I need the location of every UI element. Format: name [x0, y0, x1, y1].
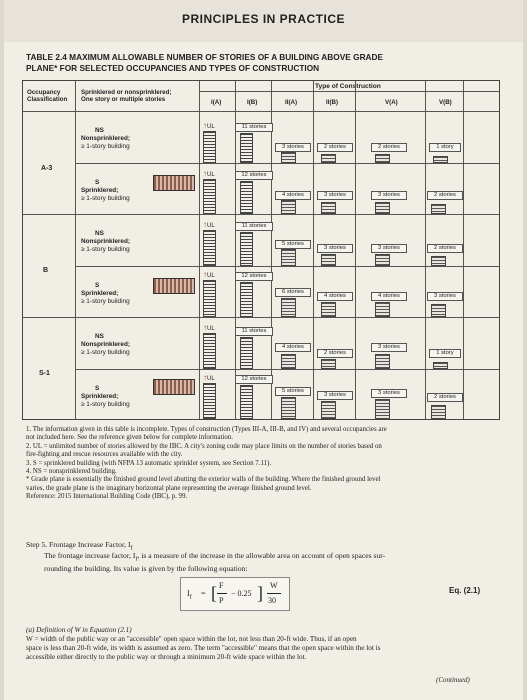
building-icon — [240, 181, 253, 214]
header-band — [4, 0, 523, 42]
sprinkler-header-line-2: One story or multiple stories — [81, 96, 166, 103]
building-icon — [431, 256, 446, 266]
step-title-text: Step 5. Frontage Increase Factor, I — [26, 540, 131, 549]
story-label-ib: 12 stories — [235, 272, 273, 281]
row-code-text: S — [95, 282, 100, 289]
row-line-2: ≥ 1-story building — [81, 143, 130, 150]
row-line-1: Sprinklered; — [81, 187, 119, 194]
story-label-iia: 6 stories — [275, 288, 311, 297]
story-label-iib: 3 stories — [317, 244, 353, 253]
step-title-sub: f — [130, 544, 133, 552]
row-description — [81, 341, 130, 357]
building-icon — [375, 154, 390, 163]
row-line-1: Nonsprinklered; — [81, 135, 131, 142]
up-arrow-icon: ↑ — [203, 323, 207, 332]
story-label-iib: 2 stories — [317, 349, 353, 358]
type-of-construction-header: Type of Construction — [315, 83, 381, 90]
ul-text: UL — [207, 273, 215, 279]
building-icon — [321, 359, 336, 369]
story-label-iia: 5 stories — [275, 240, 311, 249]
step-text-1: The frontage increase factor, I — [44, 551, 136, 560]
story-label-ib: 12 stories — [235, 171, 273, 180]
fraction-w-numerator: W — [270, 581, 278, 590]
building-icon — [431, 405, 446, 419]
definition-line: space is less than 20-ft wide, its width is assumed as zero. The term "accessible" means that the open space within the lot is — [26, 644, 381, 652]
story-label-iia: 5 stories — [275, 387, 311, 396]
story-label-vb: 2 stories — [427, 393, 463, 402]
row-description — [81, 187, 130, 203]
type-header-iib: II(B) — [326, 99, 339, 106]
equation-lhs — [187, 589, 192, 601]
building-icon — [240, 282, 253, 317]
ul-text: UL — [207, 124, 215, 130]
building-icon — [203, 131, 216, 163]
definition-line: accessible either directly to the public way or through a minimum 20-ft wide space within the lot. — [26, 653, 307, 661]
building-icon — [240, 133, 253, 163]
definition-line: W = width of the public way or an "accessible" open space within the lot, not less than 20-ft wide. Thus, if an open — [26, 635, 357, 643]
sprinkler-header — [81, 89, 171, 103]
row-description — [81, 393, 130, 409]
building-icon — [240, 337, 253, 369]
type-header-vb: V(B) — [439, 99, 452, 106]
note-line: varies, the grade plane is the imaginary horizontal plane representing the average finished ground level. — [26, 484, 312, 492]
building-icon — [281, 249, 296, 266]
occupancy-s1: S-1 — [39, 370, 50, 377]
row-line-2: ≥ 1-story building — [81, 246, 130, 253]
ul-label — [203, 373, 215, 382]
occupancy-b: B — [43, 267, 49, 274]
row-code-text: NS — [95, 333, 104, 340]
row-description — [81, 290, 130, 306]
story-label-vb: 2 stories — [427, 191, 463, 200]
building-icon — [433, 362, 448, 369]
equation-lhs-text: I — [187, 589, 190, 598]
building-icon — [281, 354, 296, 369]
row-code-text: NS — [95, 230, 104, 237]
building-icon — [431, 304, 446, 317]
story-label-va: 3 stories — [371, 191, 407, 200]
ul-text: UL — [207, 172, 215, 178]
table-notes — [26, 426, 501, 502]
stories-table — [22, 80, 500, 420]
note-line: 2. UL = unlimited number of stories allowed by the IBC. A city's zoning code may place limits on the number of stories based on — [26, 442, 382, 450]
row-line-1: Nonsprinklered; — [81, 341, 131, 348]
sprinkler-icon — [153, 379, 195, 395]
definition-block — [26, 626, 496, 662]
building-icon — [321, 202, 336, 214]
story-label-iib: 2 stories — [317, 143, 353, 152]
note-line: fire-fighting and rescue resources available with the city. — [26, 451, 183, 459]
row-code — [95, 385, 99, 393]
table-caption-line-2: PLANE* FOR SELECTED OCCUPANCIES AND TYPES OF CONSTRUCTION — [26, 63, 320, 73]
story-label-vb: 1 story — [429, 349, 461, 358]
story-label-ib: 11 stories — [235, 123, 273, 132]
building-icon — [375, 254, 390, 266]
building-icon — [240, 232, 253, 266]
building-icon — [321, 254, 336, 266]
type-header-ib: I(B) — [247, 99, 258, 106]
building-icon — [203, 333, 216, 369]
building-icon — [375, 202, 390, 214]
up-arrow-icon: ↑ — [203, 270, 207, 279]
table-row — [23, 214, 499, 266]
building-icon — [375, 354, 390, 369]
left-bracket-icon: [ — [211, 583, 217, 603]
story-label-ib: 11 stories — [235, 327, 273, 336]
story-label-ib: 12 stories — [235, 375, 273, 384]
up-arrow-icon: ↑ — [203, 373, 207, 382]
step-text-1-rest: , is a measure of the increase in the allowable area on account of open spaces sur- — [137, 551, 386, 560]
row-code-text: NS — [95, 127, 104, 134]
sprinkler-header-line-1: Sprinklered or nonsprinklered; — [81, 89, 172, 96]
table-row — [23, 111, 499, 163]
building-icon — [375, 302, 390, 317]
row-code — [95, 127, 104, 135]
story-label-iib: 4 stories — [317, 292, 353, 301]
definition-heading: (a) Definition of W in Equation (2.1) — [26, 626, 132, 634]
ul-label — [203, 121, 215, 130]
ul-label — [203, 169, 215, 178]
row-code — [95, 179, 99, 187]
building-icon — [203, 179, 216, 214]
note-line: 4. NS = nonsprinklered building. — [26, 468, 117, 476]
ul-label — [203, 220, 215, 229]
story-label-vb: 1 story — [429, 143, 461, 152]
page — [4, 0, 523, 700]
building-icon — [321, 154, 336, 163]
note-line: not included here. See the reference given below for complete information. — [26, 434, 234, 442]
building-icon — [203, 383, 216, 419]
building-icon — [431, 204, 446, 214]
type-header-iia: II(A) — [285, 99, 298, 106]
row-description — [81, 238, 130, 254]
right-bracket-icon: ] — [257, 583, 263, 603]
table-caption-line-1: TABLE 2.4 MAXIMUM ALLOWABLE NUMBER OF STORIES OF A BUILDING ABOVE GRADE — [26, 52, 384, 62]
story-label-iib: 3 stories — [317, 191, 353, 200]
step-text — [44, 551, 499, 574]
building-icon — [433, 156, 448, 163]
story-label-iia: 4 stories — [275, 343, 311, 352]
story-label-va: 2 stories — [371, 143, 407, 152]
story-label-iia: 3 stories — [275, 143, 311, 152]
row-code — [95, 282, 99, 290]
building-icon — [321, 302, 336, 317]
page-header-title: PRINCIPLES IN PRACTICE — [181, 12, 345, 26]
row-code-text: S — [95, 385, 100, 392]
story-label-iib: 3 stories — [317, 391, 353, 400]
fraction-f-numerator: F — [219, 581, 224, 590]
row-line-2: ≥ 1-story building — [81, 195, 130, 202]
step-text-line-1 — [44, 551, 499, 564]
table-row — [23, 266, 499, 317]
building-icon — [375, 399, 390, 419]
table-row — [23, 163, 499, 214]
row-line-1: Nonsprinklered; — [81, 238, 131, 245]
ul-label — [203, 323, 215, 332]
step-text-line-2: rounding the building. Its value is given by the following equation: — [44, 564, 248, 574]
fraction-bar — [217, 593, 227, 594]
divider — [199, 91, 499, 92]
building-icon — [281, 397, 296, 419]
story-label-vb: 2 stories — [427, 244, 463, 253]
row-line-2: ≥ 1-story building — [81, 401, 130, 408]
ul-text: UL — [207, 376, 215, 382]
equation-number: Eq. (2.1) — [449, 586, 481, 595]
story-label-va: 3 stories — [371, 389, 407, 398]
equation-equals: = — [201, 589, 206, 598]
table-row — [23, 369, 499, 419]
equation-box — [180, 577, 290, 611]
sprinkler-icon — [153, 175, 195, 191]
story-label-va: 4 stories — [371, 292, 407, 301]
step-text-sub: f — [135, 555, 138, 563]
sprinkler-icon — [153, 278, 195, 294]
building-icon — [240, 385, 253, 419]
type-header-va: V(A) — [385, 99, 398, 106]
occupancy-header-line-2: Classification — [27, 96, 68, 103]
equation-lhs-sub: f — [189, 593, 192, 601]
story-label-va: 3 stories — [371, 343, 407, 352]
continued-label: (Continued) — [436, 676, 470, 684]
story-label-ib: 11 stories — [235, 222, 273, 231]
story-label-va: 3 stories — [371, 244, 407, 253]
note-line: Reference: 2015 International Building Code (IBC), p. 99. — [26, 493, 188, 501]
note-line: 3. S = sprinklered building (with NFPA 13 automatic sprinkler system, see Section 7.11). — [26, 459, 272, 467]
table-row — [23, 317, 499, 369]
up-arrow-icon: ↑ — [203, 121, 207, 130]
story-label-iia: 4 stories — [275, 191, 311, 200]
type-header-ia: I(A) — [211, 99, 222, 106]
fraction-30-denominator: 30 — [268, 596, 276, 605]
row-code-text: S — [95, 179, 100, 186]
up-arrow-icon: ↑ — [203, 220, 207, 229]
up-arrow-icon: ↑ — [203, 169, 207, 178]
occupancy-header-line-1: Occupancy — [27, 89, 61, 96]
note-line: 1. The information given in this table is incomplete. Types of construction (Types III-A, III-B, and IV) and several occupancies are — [26, 426, 387, 433]
ul-label — [203, 270, 215, 279]
building-icon — [321, 401, 336, 419]
row-description — [81, 135, 130, 151]
row-line-1: Sprinklered; — [81, 393, 119, 400]
row-line-2: ≥ 1-story building — [81, 349, 130, 356]
building-icon — [203, 280, 216, 317]
occupancy-header — [27, 89, 67, 103]
row-line-1: Sprinklered; — [81, 290, 119, 297]
building-icon — [281, 200, 296, 214]
building-icon — [203, 230, 216, 266]
ul-text: UL — [207, 326, 215, 332]
row-code — [95, 230, 104, 238]
equation-minus: − 0.25 — [231, 589, 252, 598]
occupancy-a3: A-3 — [41, 165, 53, 172]
fraction-bar — [267, 593, 281, 594]
ul-text: UL — [207, 223, 215, 229]
building-icon — [281, 152, 296, 163]
story-label-vb: 3 stories — [427, 292, 463, 301]
fraction-p-denominator: P — [219, 596, 224, 605]
note-line: * Grade plane is essentially the finished ground level abutting the exterior walls of the building. Where the finished ground level — [26, 476, 381, 484]
row-code — [95, 333, 104, 341]
table-caption — [26, 52, 496, 74]
building-icon — [281, 298, 296, 317]
row-line-2: ≥ 1-story building — [81, 298, 130, 305]
